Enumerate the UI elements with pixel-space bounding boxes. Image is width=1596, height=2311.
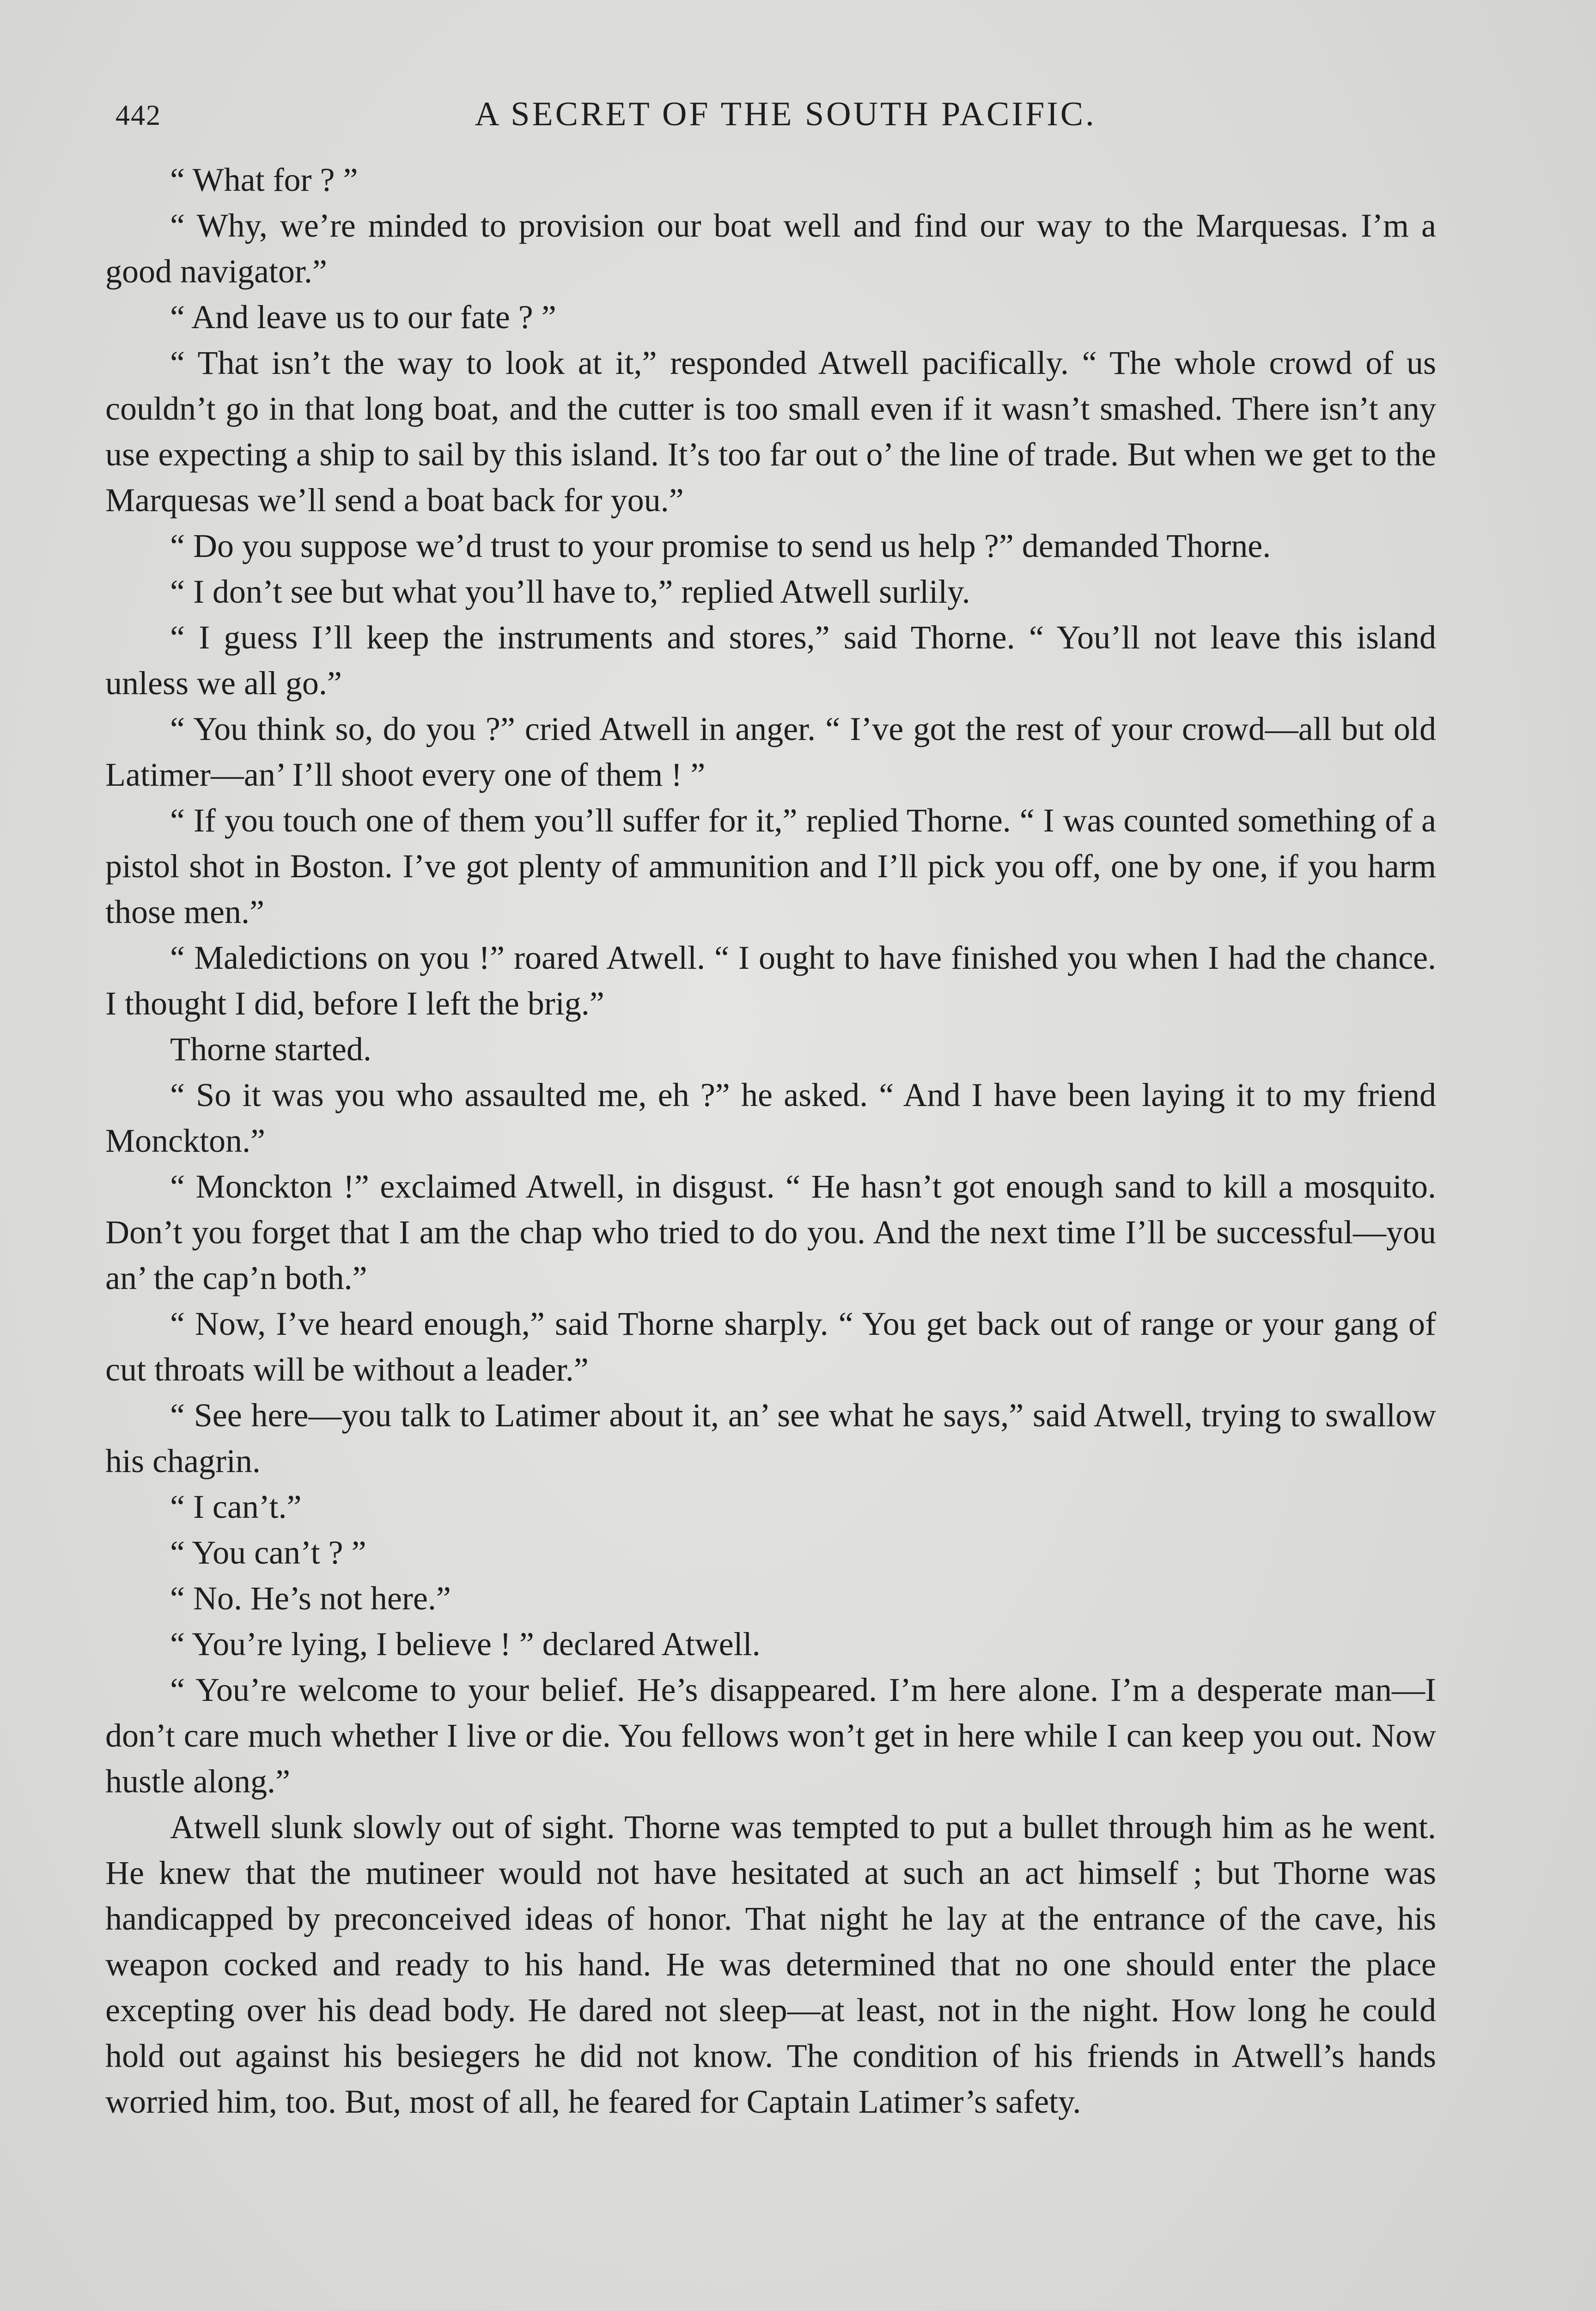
paragraph: “ I guess I’ll keep the instruments and stores,” said Thorne. “ You’ll not leave this island unless we all go.” xyxy=(105,619,1436,702)
paragraph: “ That isn’t the way to look at it,” responded Atwell pacifically. “ The whole crowd of us couldn’t go in that long boat, and the cutter is too small even if it wasn’t smashed. There isn’t any use expecting a ship to sail by this island. It’s too far out o’ the line of trade. But when we get to the Marquesas we’ll send a boat back for you.” xyxy=(105,344,1436,519)
paragraph: “ No. He’s not here.” xyxy=(170,1580,451,1617)
paragraph: “ You think so, do you ?” cried Atwell in anger. “ I’ve got the rest of your crowd—all but old Latimer—an’ I’ll shoot every one of them ! ” xyxy=(105,710,1436,793)
body-text xyxy=(105,157,1436,2125)
paragraph: “ You can’t ? ” xyxy=(170,1534,366,1571)
paragraph: “ Monckton !” exclaimed Atwell, in disgust. “ He hasn’t got enough sand to kill a mosquito. Don’t you forget that I am the chap who tried to do you. And the next time I’ll be successful—you an’ the cap’n both.” xyxy=(105,1168,1436,1296)
paragraph: “ Do you suppose we’d trust to your promise to send us help ?” demanded Thorne. xyxy=(170,527,1271,564)
paragraph: “ Why, we’re minded to provision our boat well and find our way to the Marquesas. I’m a good navigator.” xyxy=(105,207,1436,290)
paragraph: “ Maledictions on you !” roared Atwell. “ I ought to have finished you when I had the chance. I thought I did, before I left the brig.” xyxy=(105,939,1436,1022)
paragraph: “ I don’t see but what you’ll have to,” replied Atwell surlily. xyxy=(170,573,970,610)
paragraph: “ Now, I’ve heard enough,” said Thorne sharply. “ You get back out of range or your gang of cut throats will be without a leader.” xyxy=(105,1305,1436,1388)
paragraph: “ You’re welcome to your belief. He’s disappeared. I’m here alone. I’m a desperate man—I don’t care much whether I live or die. You fellows won’t get in here while I can keep you out. Now hustle along.” xyxy=(105,1671,1436,1800)
paragraph: “ What for ? ” xyxy=(170,161,358,198)
paragraph: “ I can’t.” xyxy=(170,1488,302,1525)
paragraph: Atwell slunk slowly out of sight. Thorne was tempted to put a bullet through him as he went. He knew that the mutineer would not have hesitated at such an act himself ; but Thorne was handicapped by preconceived ideas of honor. That night he lay at the entrance of the cave, his weapon cocked and ready to his hand. He was determined that no one should enter the place excepting over his dead body. He dared not sleep—at least, not in the night. How long he could hold out against his besiegers he did not know. The condition of his friends in Atwell’s hands worried him, too. But, most of all, he feared for Captain Latimer’s safety. xyxy=(105,1809,1436,2120)
paragraph: Thorne started. xyxy=(170,1031,372,1068)
paragraph: “ You’re lying, I believe ! ” declared Atwell. xyxy=(170,1626,761,1663)
page-number: 442 xyxy=(116,100,161,131)
paragraph: “ And leave us to our fate ? ” xyxy=(170,299,556,336)
paragraph: “ If you touch one of them you’ll suffer for it,” replied Thorne. “ I was counted something of a pistol shot in Boston. I’ve got plenty of ammunition and I’ll pick you off, one by one, if you harm those men.” xyxy=(105,802,1436,930)
paragraph: “ See here—you talk to Latimer about it, an’ see what he says,” said Atwell, trying to swallow his chagrin. xyxy=(105,1397,1436,1480)
paragraph: “ So it was you who assaulted me, eh ?” he asked. “ And I have been laying it to my friend Monckton.” xyxy=(105,1076,1436,1159)
running-title: A SECRET OF THE SOUTH PACIFIC. xyxy=(475,95,1096,133)
page-header xyxy=(116,95,1271,146)
